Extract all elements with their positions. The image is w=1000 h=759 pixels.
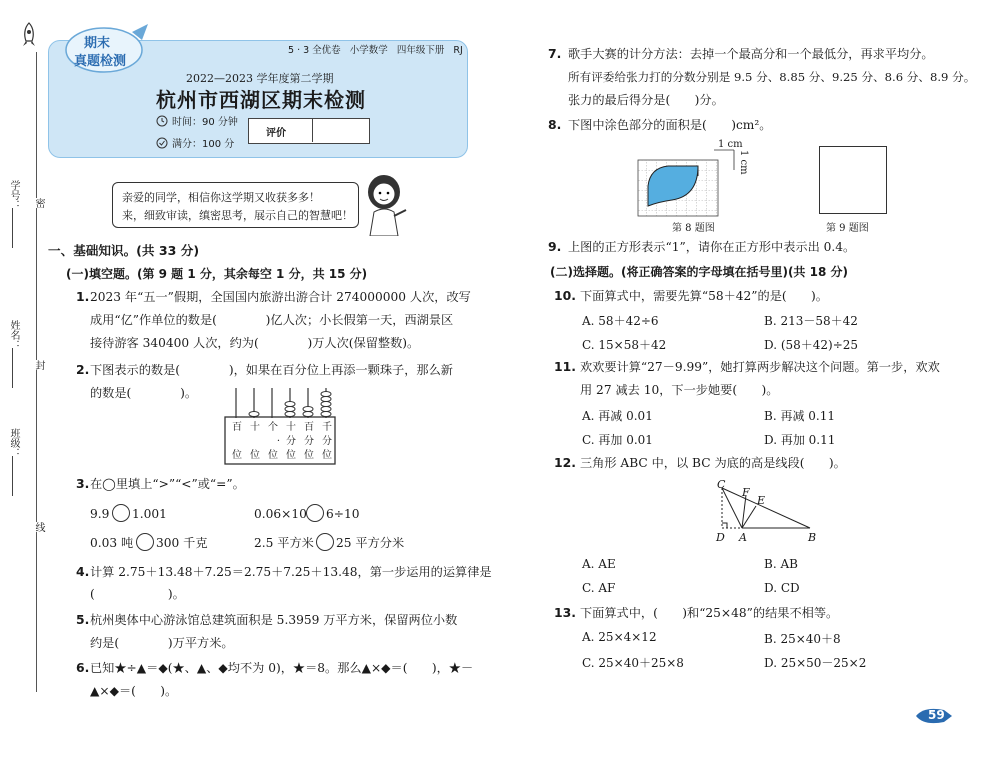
full-score: 满分：100 分 bbox=[172, 139, 235, 150]
choice-section-title: (二)选择题。(将正确答案的字母填在括号里)(共 18 分) bbox=[550, 265, 848, 279]
q12-option-c[interactable]: C. AF bbox=[582, 581, 616, 595]
evaluation-label: 评价 bbox=[266, 128, 286, 139]
q12-label-d: D bbox=[716, 531, 725, 544]
fill-section-title: (一)填空题。(第 9 题 1 分，其余每空 1 分，共 15 分) bbox=[66, 267, 368, 281]
q3-g: 2.5 平方米 bbox=[254, 536, 314, 550]
q3-b: 1.001 bbox=[132, 507, 167, 521]
q7-line1: 歌手大赛的计分方法：去掉一个最高分和一个最低分，再求平均分。 bbox=[568, 47, 934, 61]
q3-c: 0.06×10 bbox=[254, 507, 307, 521]
q8-number: 8. bbox=[548, 117, 562, 132]
q2-number: 2. bbox=[76, 362, 90, 377]
seal-mark-2: 封 bbox=[33, 360, 44, 370]
abacus-label-5: 百 分 位 bbox=[304, 422, 314, 461]
q12-label-a: A bbox=[739, 531, 747, 544]
q13-option-c[interactable]: C. 25×40＋25×8 bbox=[582, 656, 684, 670]
badge-line1: 期末 bbox=[84, 36, 111, 51]
q9-caption: 第 9 题图 bbox=[826, 223, 869, 234]
q7-line2: 所有评委给张力打的分数分别是 9.5 分、8.85 分、9.25 分、8.6 分、8.9 分。 bbox=[568, 70, 976, 84]
seal-mark-3: 线 bbox=[33, 522, 44, 532]
q1-number: 1. bbox=[76, 289, 90, 304]
abacus-label-3: 个 · 位 bbox=[268, 422, 280, 461]
q7-line3: 张力的最后得分是( )分。 bbox=[568, 93, 724, 107]
q10-option-d[interactable]: D. (58＋42)÷25 bbox=[764, 338, 859, 352]
student-no-line bbox=[12, 208, 13, 248]
class-label: 班级： bbox=[8, 428, 19, 458]
check-icon bbox=[156, 134, 168, 153]
q3-a: 9.9 bbox=[90, 507, 110, 521]
q12-triangle bbox=[712, 484, 822, 538]
q13-option-d[interactable]: D. 25×50－25×2 bbox=[764, 656, 867, 670]
q3-circle-4[interactable] bbox=[316, 533, 334, 551]
q1-line1: 2023 年“五一”假期，全国国内旅游出游合计 274000000 人次，改写 bbox=[90, 290, 471, 304]
q1-line3: 接待游客 340400 人次，约为( )万人次(保留整数)。 bbox=[90, 336, 420, 350]
badge-line2: 真题检测 bbox=[74, 54, 127, 69]
q8-line1: 下图中涂色部分的面积是( )cm²。 bbox=[568, 118, 772, 132]
q2-line1: 下图表示的数是( )，如果在百分位上再添一颗珠子，那么新 bbox=[90, 363, 453, 377]
evaluation-divider bbox=[312, 118, 313, 142]
q6-number: 6. bbox=[76, 660, 90, 675]
q9-line1: 上图的正方形表示“1”，请你在正方形中表示出 0.4。 bbox=[568, 240, 856, 254]
abacus-label-1: 百 位 bbox=[232, 422, 242, 461]
q12-option-a[interactable]: A. AE bbox=[582, 557, 616, 571]
binding-line bbox=[36, 52, 37, 692]
q11-option-d[interactable]: D. 再加 0.11 bbox=[764, 433, 836, 447]
q7-number: 7. bbox=[548, 46, 562, 61]
page-title: 杭州市西湖区期末检测 bbox=[156, 88, 366, 112]
page-number: 59 bbox=[928, 708, 945, 722]
q8-grid-figure bbox=[636, 140, 748, 222]
q12-label-e: E bbox=[757, 494, 766, 507]
q13-number: 13. bbox=[554, 605, 576, 620]
series-label: 5 · 3 全优卷 小学数学 四年级下册 RJ bbox=[288, 45, 463, 56]
abacus-label-4: 十 分 位 bbox=[286, 422, 296, 461]
class-line bbox=[12, 456, 13, 496]
q8-unit-horizontal: 1 cm bbox=[718, 139, 743, 150]
q3-circle-2[interactable] bbox=[306, 504, 324, 522]
q4-number: 4. bbox=[76, 564, 90, 579]
q5-line1: 杭州奥体中心游泳馆总建筑面积是 5.3959 万平方米，保留两位小数 bbox=[90, 613, 458, 627]
q10-option-a[interactable]: A. 58＋42÷6 bbox=[582, 314, 659, 328]
q3-number: 3. bbox=[76, 476, 90, 491]
q11-option-b[interactable]: B. 再减 0.11 bbox=[764, 409, 835, 423]
q3-line1: 在◯里填上“>”“<”或“=”。 bbox=[90, 477, 245, 491]
girl-illustration bbox=[362, 172, 410, 240]
q12-stem: 三角形 ABC 中，以 BC 为底的高是线段( )。 bbox=[580, 456, 846, 470]
q10-stem: 下面算式中，需要先算“58＋42”的是( )。 bbox=[580, 289, 828, 303]
abacus-label-6: 千 分 位 bbox=[322, 422, 332, 461]
q3-f: 300 千克 bbox=[156, 536, 208, 550]
q3-e: 0.03 吨 bbox=[90, 536, 134, 550]
q12-label-c: C bbox=[717, 478, 726, 491]
q1-line2: 成用“亿”作单位的数是( )亿人次；小长假第一天，西湖景区 bbox=[90, 313, 454, 327]
q12-option-d[interactable]: D. CD bbox=[764, 581, 800, 595]
abacus-label-2: 十 位 bbox=[250, 422, 260, 461]
q6-line2: ▲×◆＝( )。 bbox=[90, 684, 178, 698]
q4-line1: 计算 2.75＋13.48＋7.25＝2.75＋7.25＋13.48，第一步运用的运算律是 bbox=[90, 565, 492, 579]
q12-label-b: B bbox=[808, 531, 817, 544]
rocket-icon bbox=[20, 22, 38, 52]
q12-label-f: F bbox=[742, 486, 750, 499]
q9-number: 9. bbox=[548, 239, 562, 254]
student-no-label: 学号： bbox=[8, 180, 19, 210]
q10-option-b[interactable]: B. 213－58＋42 bbox=[764, 314, 858, 328]
q11-line1: 欢欢要计算“27－9.99”，她打算两步解决这个问题。第一步，欢欢 bbox=[580, 360, 940, 374]
q12-number: 12. bbox=[554, 455, 576, 470]
q4-line2: ( )。 bbox=[90, 587, 185, 601]
q11-option-c[interactable]: C. 再加 0.01 bbox=[582, 433, 653, 447]
name-line bbox=[12, 348, 13, 388]
clock-icon bbox=[156, 112, 168, 131]
q11-number: 11. bbox=[554, 359, 576, 374]
q5-line2: 约是( )万平方米。 bbox=[90, 636, 234, 650]
speech-line1: 亲爱的同学，相信你这学期又收获多多！ bbox=[122, 191, 320, 204]
q6-line1: 已知★÷▲＝◆(★、▲、◆均不为 0)，★＝8。那么▲×◆＝( )，★－ bbox=[90, 661, 474, 675]
q10-option-c[interactable]: C. 15×58＋42 bbox=[582, 338, 667, 352]
q3-circle-3[interactable] bbox=[136, 533, 154, 551]
q12-option-b[interactable]: B. AB bbox=[764, 557, 798, 571]
q8-unit-vertical: 1 cm bbox=[738, 150, 749, 175]
seal-mark-1: 密 bbox=[33, 198, 44, 208]
q11-line2: 用 27 减去 10，下一步她要( )。 bbox=[580, 383, 779, 397]
q3-d: 6÷10 bbox=[326, 507, 360, 521]
name-label: 姓名： bbox=[8, 320, 19, 350]
section1-title: 一、基础知识。(共 33 分) bbox=[48, 243, 200, 258]
q9-square bbox=[819, 146, 887, 214]
q8-caption: 第 8 题图 bbox=[672, 223, 715, 234]
q13-option-b[interactable]: B. 25×40＋8 bbox=[764, 632, 841, 646]
q13-stem: 下面算式中，( )和“25×48”的结果不相等。 bbox=[580, 606, 839, 620]
q13-option-a[interactable]: A. 25×4×12 bbox=[582, 630, 657, 644]
q10-number: 10. bbox=[554, 288, 576, 303]
school-year: 2022—2023 学年度第二学期 bbox=[186, 72, 334, 85]
q3-circle-1[interactable] bbox=[112, 504, 130, 522]
q5-number: 5. bbox=[76, 612, 90, 627]
time-limit: 时间：90 分钟 bbox=[172, 117, 238, 128]
q2-line2: 的数是( )。 bbox=[90, 386, 198, 400]
q11-option-a[interactable]: A. 再减 0.01 bbox=[582, 409, 653, 423]
speech-line2: 来，细致审读，缜密思考，展示自己的智慧吧！ bbox=[122, 209, 353, 222]
q3-h: 25 平方分米 bbox=[336, 536, 405, 550]
